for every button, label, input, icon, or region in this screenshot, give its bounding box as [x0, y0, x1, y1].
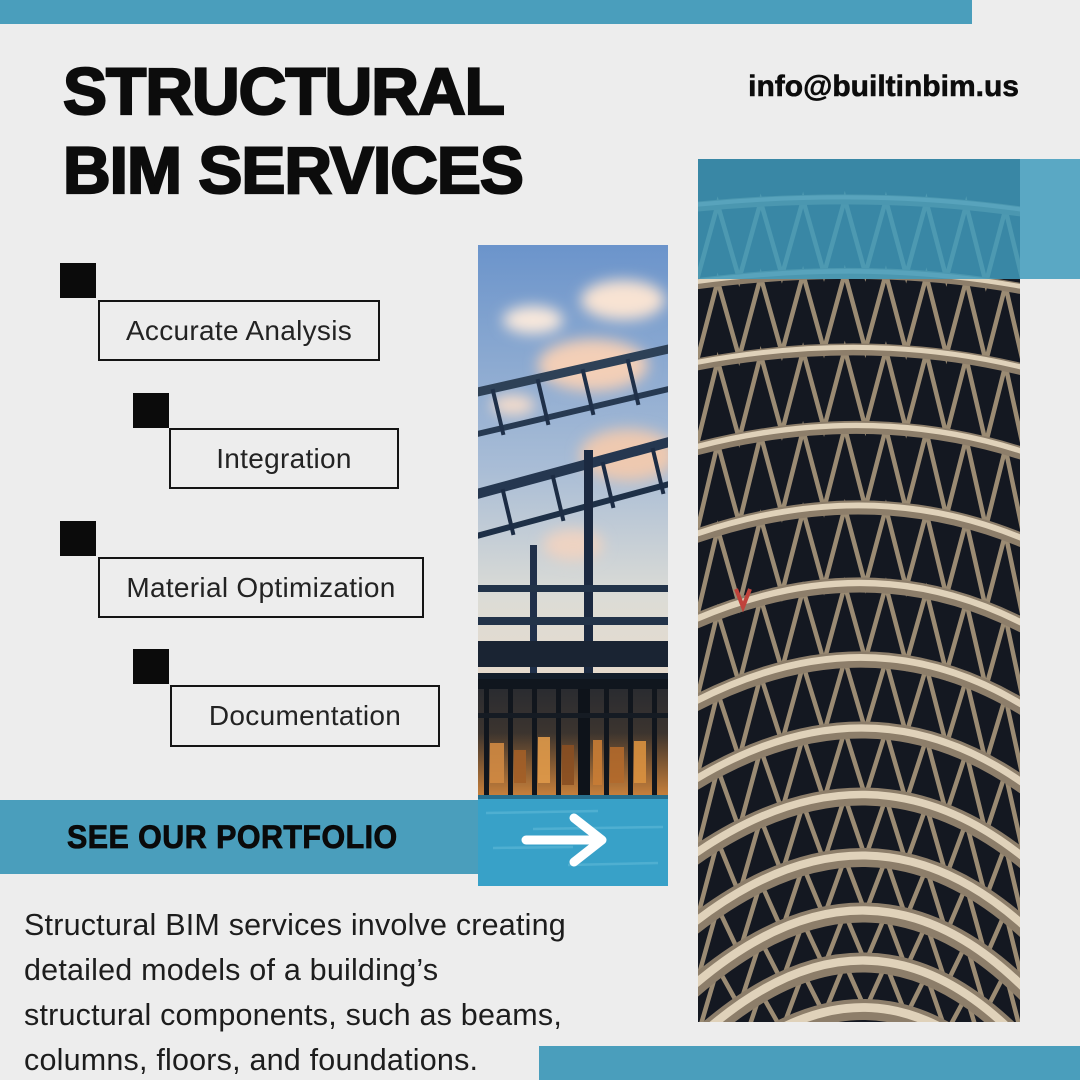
- see-portfolio-label: SEE OUR PORTFOLIO: [67, 818, 398, 855]
- description-line: Structural BIM services involve creating: [24, 908, 566, 942]
- description-line: columns, floors, and foundations.: [24, 1043, 479, 1077]
- feature-label: Documentation: [208, 700, 402, 731]
- feature-box-documentation: [170, 685, 440, 747]
- see-portfolio-button[interactable]: [0, 800, 478, 874]
- contact-email[interactable]: info@builtinbim.us: [748, 70, 1019, 103]
- description-line: structural components, such as beams,: [24, 998, 563, 1032]
- feature-label: Material Optimization: [126, 571, 396, 603]
- feature-box-accurate-analysis: [98, 300, 380, 361]
- top-accent-bar: [0, 0, 972, 24]
- bottom-accent-bar: [539, 1046, 1080, 1080]
- title-line-2: BIM SERVICES: [63, 133, 523, 207]
- bullet-square-icon: [60, 263, 96, 298]
- feature-box-integration: [169, 428, 399, 489]
- arrow-right-icon[interactable]: [520, 812, 624, 868]
- steel-frame-photo: [478, 245, 668, 886]
- bullet-square-icon: [133, 393, 169, 428]
- curved-truss-photo: [698, 159, 1020, 1022]
- feature-label: Accurate Analysis: [125, 314, 353, 346]
- bullet-square-icon: [60, 521, 96, 556]
- bullet-square-icon: [133, 649, 169, 684]
- feature-label: Integration: [216, 442, 352, 474]
- description-line: detailed models of a building’s: [24, 953, 439, 987]
- poster-title: [63, 52, 523, 210]
- description-paragraph: [24, 903, 566, 1080]
- title-line-1: STRUCTURAL: [63, 54, 504, 128]
- accent-overlay-bar: [698, 159, 1080, 279]
- feature-box-material-optimization: [98, 557, 424, 618]
